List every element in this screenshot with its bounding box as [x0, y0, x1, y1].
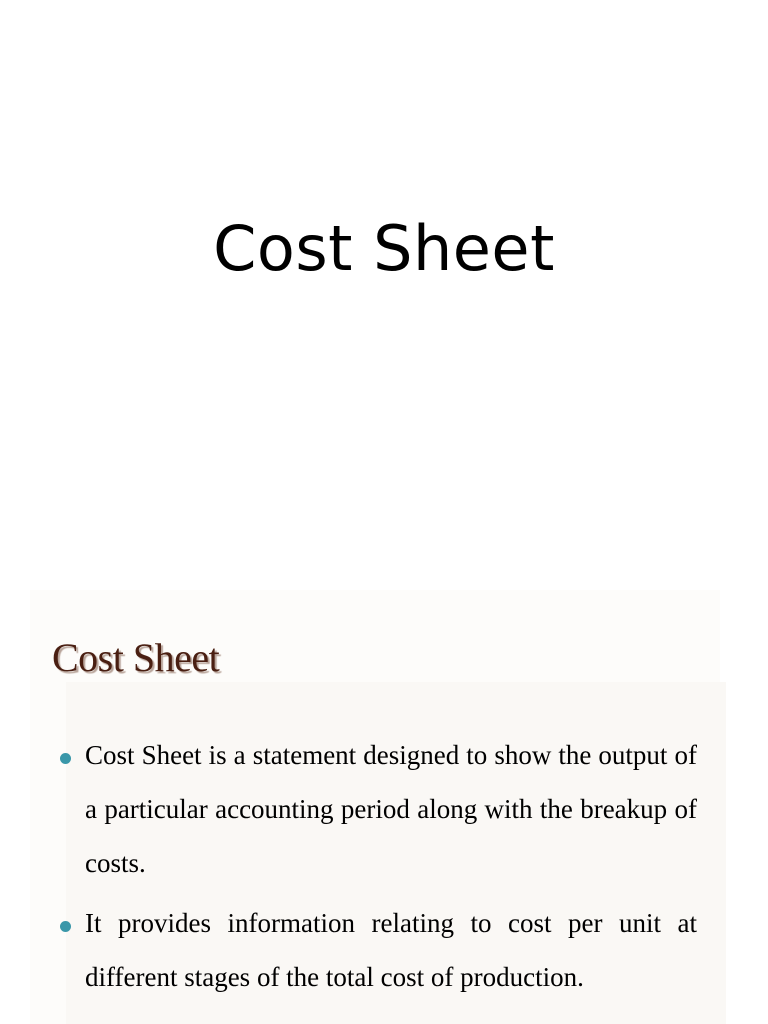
- bullet-text: Cost Sheet is a statement designed to show the output of a particular accounting period along with the breakup of costs.: [85, 740, 697, 878]
- content-slide: [30, 590, 720, 1024]
- slide-title: Cost Sheet: [213, 212, 555, 285]
- bullet-text: It provides information relating to cost per unit at different stages of the total cost of production.: [85, 908, 697, 992]
- slide-heading: Cost Sheet: [52, 635, 220, 680]
- bullet-dot-icon: [60, 753, 71, 764]
- bullet-dot-icon: [60, 921, 71, 932]
